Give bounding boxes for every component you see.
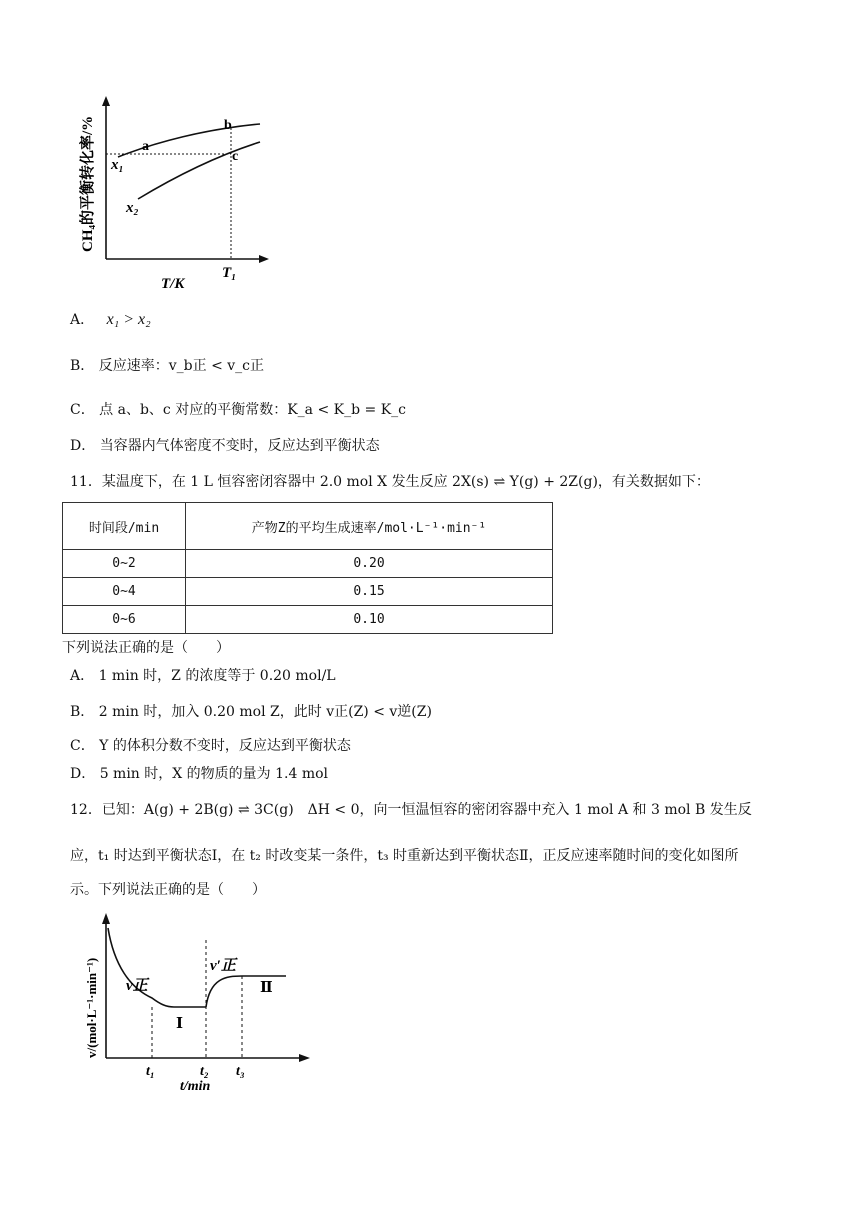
label-state-1: Ⅰ xyxy=(176,1016,184,1032)
q11-option-d-text: 5 min 时，X 的物质的量为 1.4 mol xyxy=(99,766,329,782)
q11-data-table xyxy=(62,502,553,634)
q11-option-a xyxy=(70,666,336,686)
label-v-forward: v正 xyxy=(126,978,148,994)
q10-option-b-letter: B． xyxy=(70,358,95,374)
table-row xyxy=(63,550,553,578)
table-row xyxy=(63,606,553,634)
label-state-2: Ⅱ xyxy=(260,980,273,996)
q11-option-b-text: 2 min 时，加入 0.20 mol Z，此时 v正(Z) < v逆(Z) xyxy=(98,704,432,720)
table-cell-time: 0~6 xyxy=(63,606,186,634)
q10-option-d-letter: D． xyxy=(70,438,96,454)
x-axis-label: t/min xyxy=(180,1079,211,1094)
curve-x1 xyxy=(118,124,260,157)
table-cell-rate: 0.15 xyxy=(186,578,553,606)
label-v-forward-prime: v′正 xyxy=(210,958,236,974)
tick-t2: t₂ xyxy=(200,1064,209,1079)
tick-t3: t₃ xyxy=(236,1064,245,1079)
point-b: b xyxy=(224,118,232,133)
rate-curve-after-change xyxy=(206,976,286,1007)
q11-option-c xyxy=(70,736,351,756)
q12-line-3: 示。下列说法正确的是（ ） xyxy=(70,882,266,898)
rate-curve xyxy=(108,928,206,1007)
table-header-row xyxy=(63,503,553,550)
table-cell-rate: 0.20 xyxy=(186,550,553,578)
table-cell-time: 0~4 xyxy=(63,578,186,606)
q10-option-d-text: 当容器内气体密度不变时，反应达到平衡状态 xyxy=(99,438,380,454)
label-x2: x₂ xyxy=(126,200,139,216)
q11-option-c-text: Y 的体积分数不变时，反应达到平衡状态 xyxy=(99,738,351,754)
q11-prompt: 下列说法正确的是（ ） xyxy=(62,640,230,656)
q11-option-b xyxy=(70,702,432,722)
q10-option-a-letter: A． xyxy=(70,312,95,328)
q12-line-1: 12．已知：A(g) + 2B(g) ⇌ 3C(g) ΔH < 0，向一恒温恒容的密闭容器中充入 1 mol A 和 3 mol B 发生反 xyxy=(70,802,752,818)
curve-x2 xyxy=(138,142,260,199)
q11-option-a-text: 1 min 时，Z 的浓度等于 0.20 mol/L xyxy=(98,668,336,684)
q11-option-d xyxy=(70,764,328,784)
point-c: c xyxy=(232,149,239,164)
x-axis-label: T/K xyxy=(161,276,185,292)
tick-t1: t₁ xyxy=(146,1064,155,1079)
table-header-time: 时间段/min xyxy=(63,503,186,550)
q10-option-a-text: x₁ > x₂ xyxy=(106,311,151,328)
q12-line-2: 应，t₁ 时达到平衡状态Ⅰ，在 t₂ 时改变某一条件，t₃ 时重新达到平衡状态Ⅱ，正反应速率随时间的变化如图所 xyxy=(70,848,739,864)
q10-option-d xyxy=(70,436,380,456)
conversion-vs-temperature-figure xyxy=(66,94,276,294)
q11-option-d-letter: D． xyxy=(70,766,96,782)
q11-option-c-letter: C． xyxy=(70,738,95,754)
q11-option-a-letter: A． xyxy=(70,668,95,684)
table-row xyxy=(63,578,553,606)
y-axis-label: CH₄的平衡转化率/% xyxy=(80,115,96,252)
tick-t1: T₁ xyxy=(222,265,237,281)
table-header-rate: 产物Z的平均生成速率/mol·L⁻¹·min⁻¹ xyxy=(186,503,553,550)
q10-option-b-text: 反应速率：v_b正 < v_c正 xyxy=(98,358,265,374)
table-cell-time: 0~2 xyxy=(63,550,186,578)
label-x1: x₁ xyxy=(111,157,124,173)
point-a: a xyxy=(142,139,149,154)
y-axis-label: v/(mol·L⁻¹·min⁻¹) xyxy=(84,957,99,1058)
q10-option-b xyxy=(70,356,264,376)
q10-option-c-letter: C． xyxy=(70,402,95,418)
q10-option-c xyxy=(70,400,406,420)
q11-stem: 11．某温度下，在 1 L 恒容密闭容器中 2.0 mol X 发生反应 2X(s) ⇌ Y(g) + 2Z(g)，有关数据如下： xyxy=(70,474,710,490)
table-cell-rate: 0.10 xyxy=(186,606,553,634)
q11-option-b-letter: B． xyxy=(70,704,95,720)
rate-vs-time-figure xyxy=(80,910,320,1100)
q10-option-c-text: 点 a、b、c 对应的平衡常数：K_a < K_b = K_c xyxy=(99,402,407,418)
q10-option-a xyxy=(70,310,151,330)
